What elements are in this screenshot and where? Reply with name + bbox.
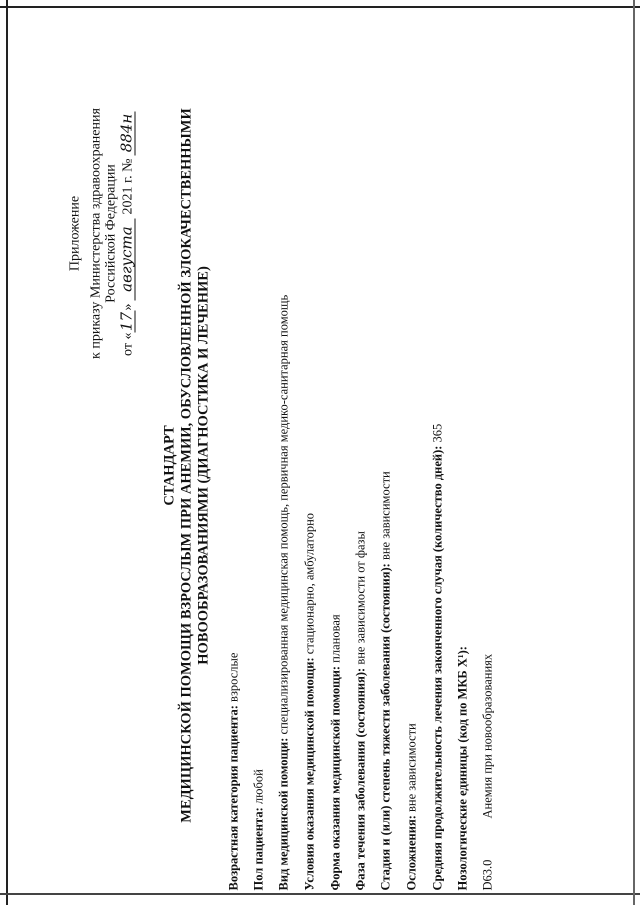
appendix-line1: к приказу Министерства здравоохранения	[87, 107, 103, 359]
diagnosis-name: Анемия при новообразованиях	[480, 653, 494, 818]
title-line3: НОВООБРАЗОВАНИЯМИ (ДИАГНОСТИКА И ЛЕЧЕНИЕ)	[195, 265, 211, 665]
appendix-title: Приложение	[67, 195, 82, 271]
date-mid: »	[119, 303, 135, 311]
date-day: 17	[116, 311, 135, 331]
document-title	[161, 65, 212, 865]
appendix-header	[67, 93, 135, 373]
field-disease-phase: Фаза течения заболевания (состояния): вне зависимости от фазы	[353, 530, 367, 890]
field-disease-stage: Стадия и (или) степень тяжести заболевания (состояния): вне зависимости	[378, 470, 392, 890]
title-line1: СТАНДАРТ	[161, 424, 177, 506]
field-complications: Осложнения: вне зависимости	[404, 722, 418, 890]
date-prefix: от «	[119, 332, 135, 356]
date-month: августа	[119, 218, 136, 300]
title-line2: МЕДИЦИНСКОЙ ПОМОЩИ ВЗРОСЛЫМ ПРИ АНЕМИИ, ОБУСЛОВЛЕННОЙ ЗЛОКАЧЕСТВЕННЫМИ	[178, 107, 194, 823]
field-care-type: Вид медицинской помощи: специализированная медицинская помощь, первичная медико-санитарная помощь	[276, 294, 290, 890]
appendix-date-line	[116, 93, 136, 373]
field-nosological-units: Нозологические единицы (код по МКБ X¹):	[455, 645, 469, 890]
order-number: 884н	[119, 111, 136, 155]
field-sex: Пол пациента: любой	[251, 768, 265, 890]
diagnosis-code: D63.0	[480, 859, 494, 890]
field-average-duration: Средняя продолжительность лечения законченного случая (количество дней): 365	[430, 423, 444, 890]
field-care-form: Форма оказания медицинской помощи: плановая	[328, 613, 342, 890]
appendix-line2: Российской Федерации	[103, 163, 118, 303]
field-care-conditions: Условия оказания медицинской помощи: стационарно, амбулаторно	[302, 512, 316, 890]
field-age-category: Возрастная категория пациента: взрослые	[226, 652, 240, 890]
date-year: 2021 г. №	[119, 158, 135, 215]
